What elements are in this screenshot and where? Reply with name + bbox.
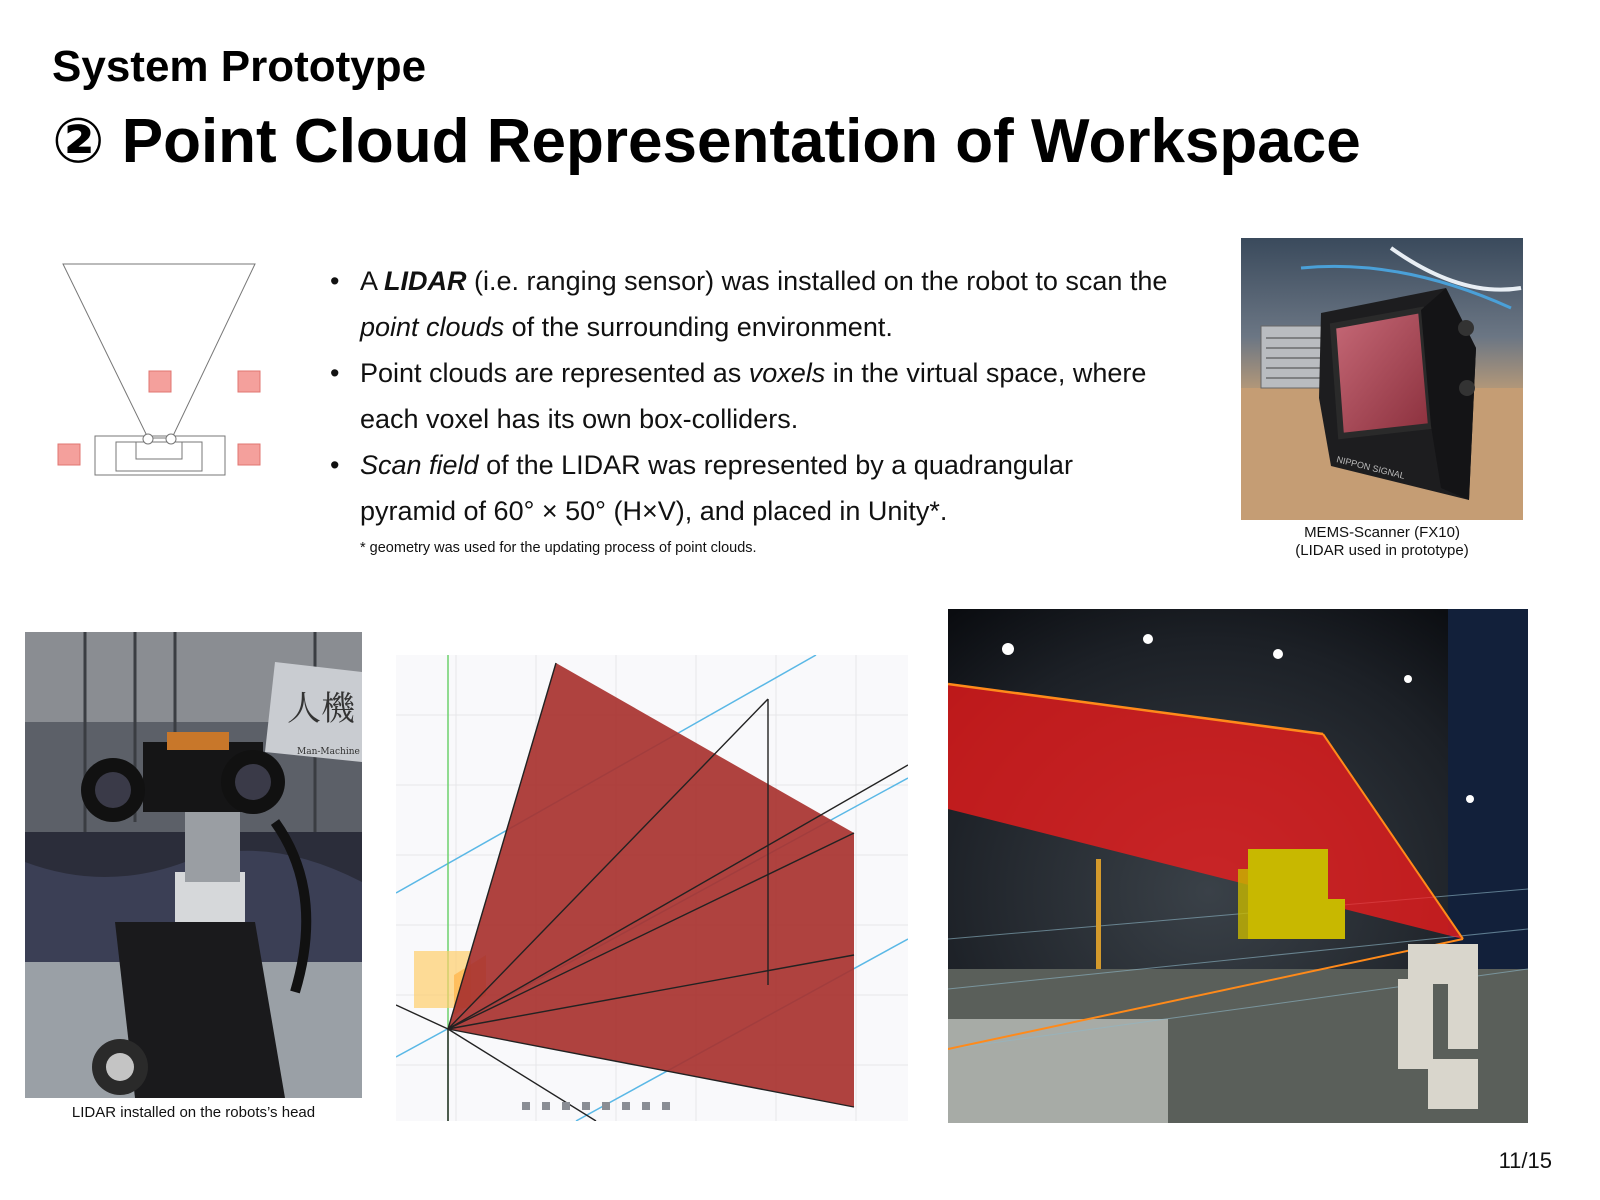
obstacle-block (149, 371, 171, 392)
slide-subtitle: System Prototype (52, 42, 427, 91)
obstacle-block (58, 444, 80, 465)
scanner-caption (1241, 524, 1523, 560)
obstacle-block (238, 371, 260, 392)
robot-head-caption: LIDAR installed on the robots’s head (71, 1104, 316, 1121)
bullet-list (330, 258, 1170, 534)
scan-field-schematic (52, 258, 272, 488)
obstacle-block (238, 444, 260, 465)
scan-field-cad-render (396, 655, 908, 1121)
banner-text: Man-Machine (297, 747, 360, 757)
scanner-caption-line2: (LIDAR used in prototype) (1295, 542, 1469, 559)
unity-voxel-view (948, 609, 1528, 1123)
bullet-item: • Point clouds are represented as voxels in the virtual space, where each voxel has its own box-colliders. (330, 350, 1170, 442)
bullet-item: • Scan field of the LIDAR was represented by a quadrangular pyramid of 60° × 50° (H×V), and placed in Unity*. (330, 442, 1170, 534)
robot-outline (95, 434, 225, 475)
robot-head-photo (25, 632, 362, 1098)
scanner-brand-label: NIPPON SIGNAL (1335, 454, 1406, 481)
bullet-item: • A LIDAR (i.e. ranging sensor) was installed on the robot to scan the point clouds of the surrounding environment. (330, 258, 1170, 350)
mems-scanner-photo (1241, 238, 1523, 520)
scanner-caption-line1: MEMS-Scanner (FX10) (1304, 524, 1460, 541)
footnote: * geometry was used for the updating process of point clouds. (360, 540, 757, 556)
scan-field-cone (63, 264, 255, 438)
slide-title: ② Point Cloud Representation of Workspace (52, 107, 1361, 176)
page-number: 11/15 (1498, 1148, 1552, 1173)
banner-kanji: 人機 (287, 689, 355, 729)
